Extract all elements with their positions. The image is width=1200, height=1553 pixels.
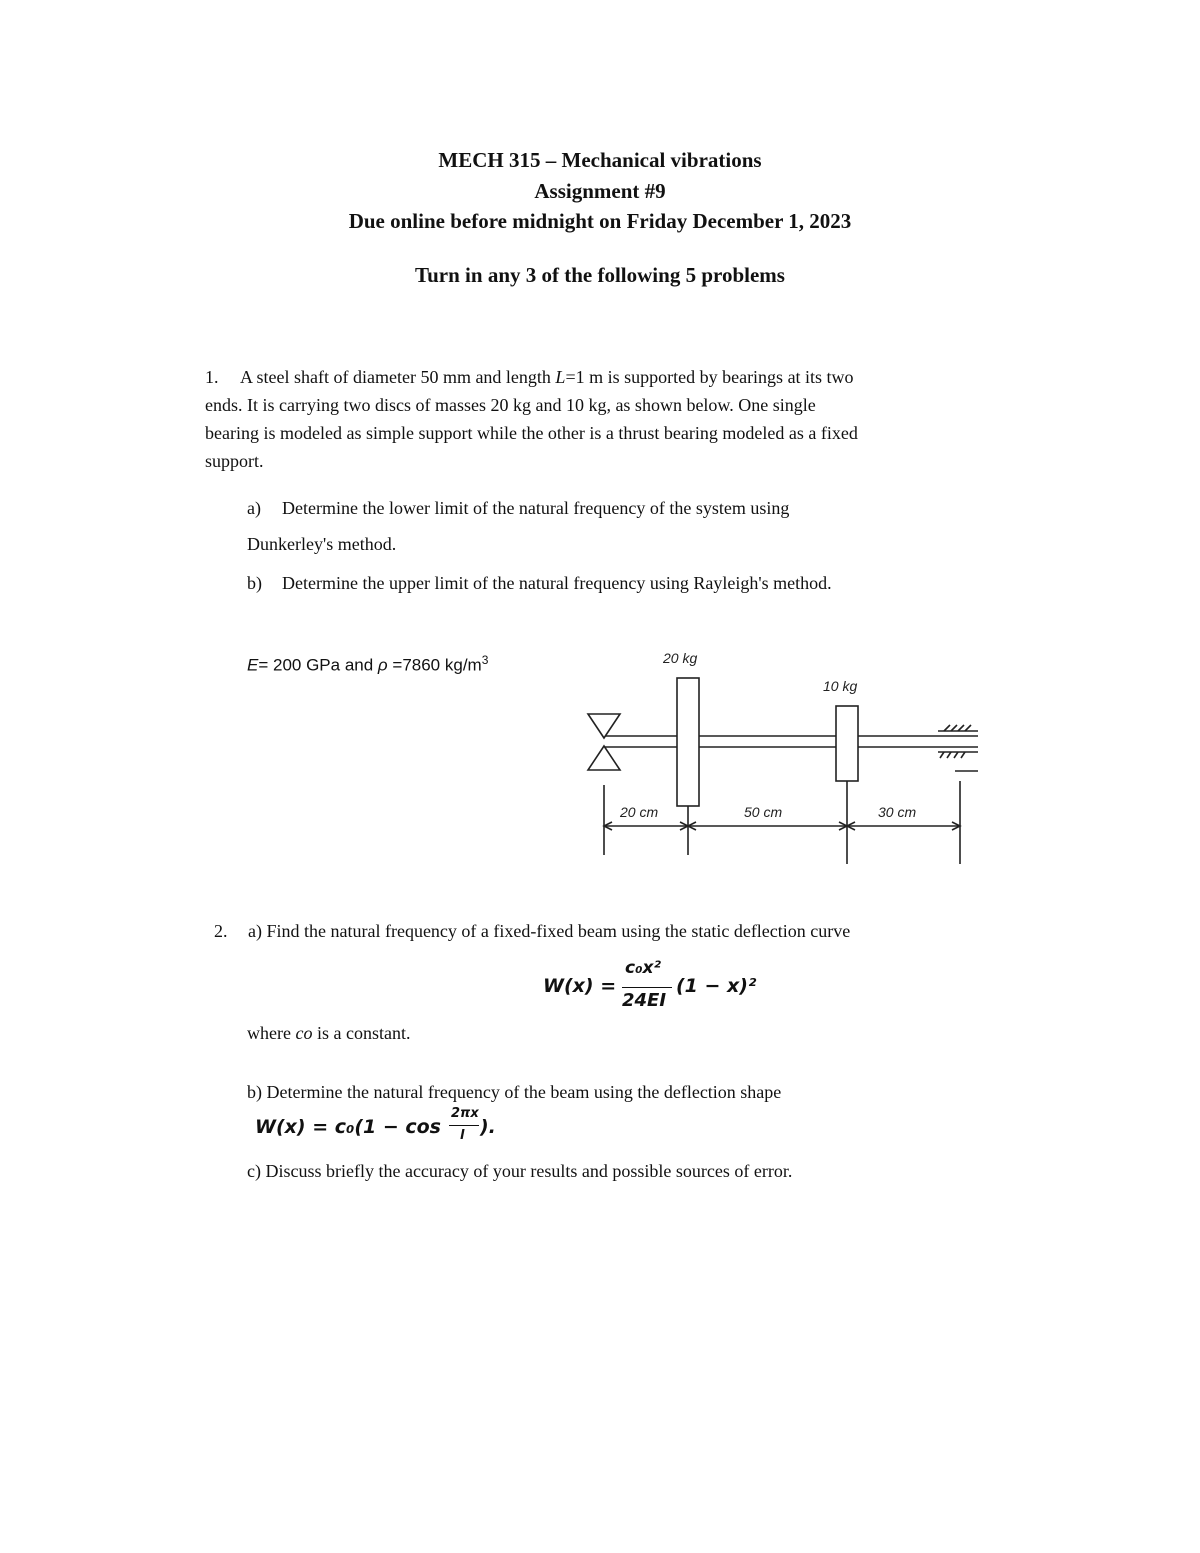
problem2-part-a: a) Find the natural frequency of a fixed-fixed beam using the static deflection curve [248,921,851,941]
shaft-diagram [580,640,1000,870]
E-symbol: E [247,655,259,675]
problem1-line1-text: A steel shaft of diameter 50 mm and length [240,367,556,387]
problem2-part-b: b) Determine the natural frequency of the beam using the deflection shape [247,1082,782,1102]
rho-exponent: 3 [481,653,489,667]
eq2-numerator: 2πx [451,1106,479,1121]
where-line [247,1019,410,1047]
course-title: MECH 315 – Mechanical vibrations [438,148,762,172]
E-text: = 200 GPa and [258,655,378,675]
material-properties [247,646,488,680]
eq2-rhs: ). [480,1116,496,1138]
problem1-part-b: Determine the upper limit of the natural frequency using Rayleigh's method. [282,573,832,593]
disc-20kg [677,678,699,806]
eq1-lhs: W(x) = [543,975,617,997]
fixed-support-hatch [938,725,978,771]
equation-2 [255,1106,515,1156]
where-prefix: where [247,1023,296,1043]
problem2-number: 2. [214,921,228,941]
rho-text: =7860 kg/m [387,655,482,675]
problem1-number: 1. [205,367,219,387]
rho-symbol: ρ [377,655,388,675]
where-symbol: co [295,1023,313,1043]
problem1-line2: ends. It is carrying two discs of masses 20 kg and 10 kg, as shown below. One single [205,395,816,415]
problem1-part-a-label: a) [247,498,261,518]
length-symbol: L [555,367,566,387]
instruction: Turn in any 3 of the following 5 problems [415,263,785,287]
problem1-part-b-label: b) [247,573,262,593]
equation-1 [543,958,783,1018]
due-date: Due online before midnight on Friday December 1, 2023 [348,209,852,233]
assignment-title: Assignment #9 [534,179,666,203]
problem1-line3: bearing is modeled as simple support while the other is a thrust bearing modeled as a fixed [205,423,858,443]
eq2-lhs: W(x) = c₀(1 − cos [255,1116,441,1138]
disc-10kg [836,706,858,781]
problem1-line4: support. [205,451,264,471]
dim3-label: 30 cm [878,804,917,820]
dim1-label: 20 cm [620,804,659,820]
eq1-rhs: (1 − x)² [676,975,757,997]
simple-support-upper [588,714,620,738]
eq2-denominator: l [460,1128,465,1143]
eq1-denominator: 24EI [622,990,667,1011]
dim2-label: 50 cm [744,804,783,820]
eq2-fraction-bar [449,1125,479,1126]
simple-support-lower [588,746,620,770]
eq1-numerator: c₀x² [625,958,661,978]
problem1-line1 [240,363,854,391]
where-suffix: is a constant. [312,1023,411,1043]
problem1-part-a-line2: Dunkerley's method. [247,534,397,554]
problem1-part-a-line1: Determine the lower limit of the natural frequency of the system using [282,498,790,518]
mass2-label: 10 kg [823,678,858,694]
problem2-part-c: c) Discuss briefly the accuracy of your results and possible sources of error. [247,1161,793,1181]
eq1-fraction-bar [622,987,672,988]
mass1-label: 20 kg [663,650,698,666]
length-value: =1 m is supported by bearings at its two [565,367,854,387]
